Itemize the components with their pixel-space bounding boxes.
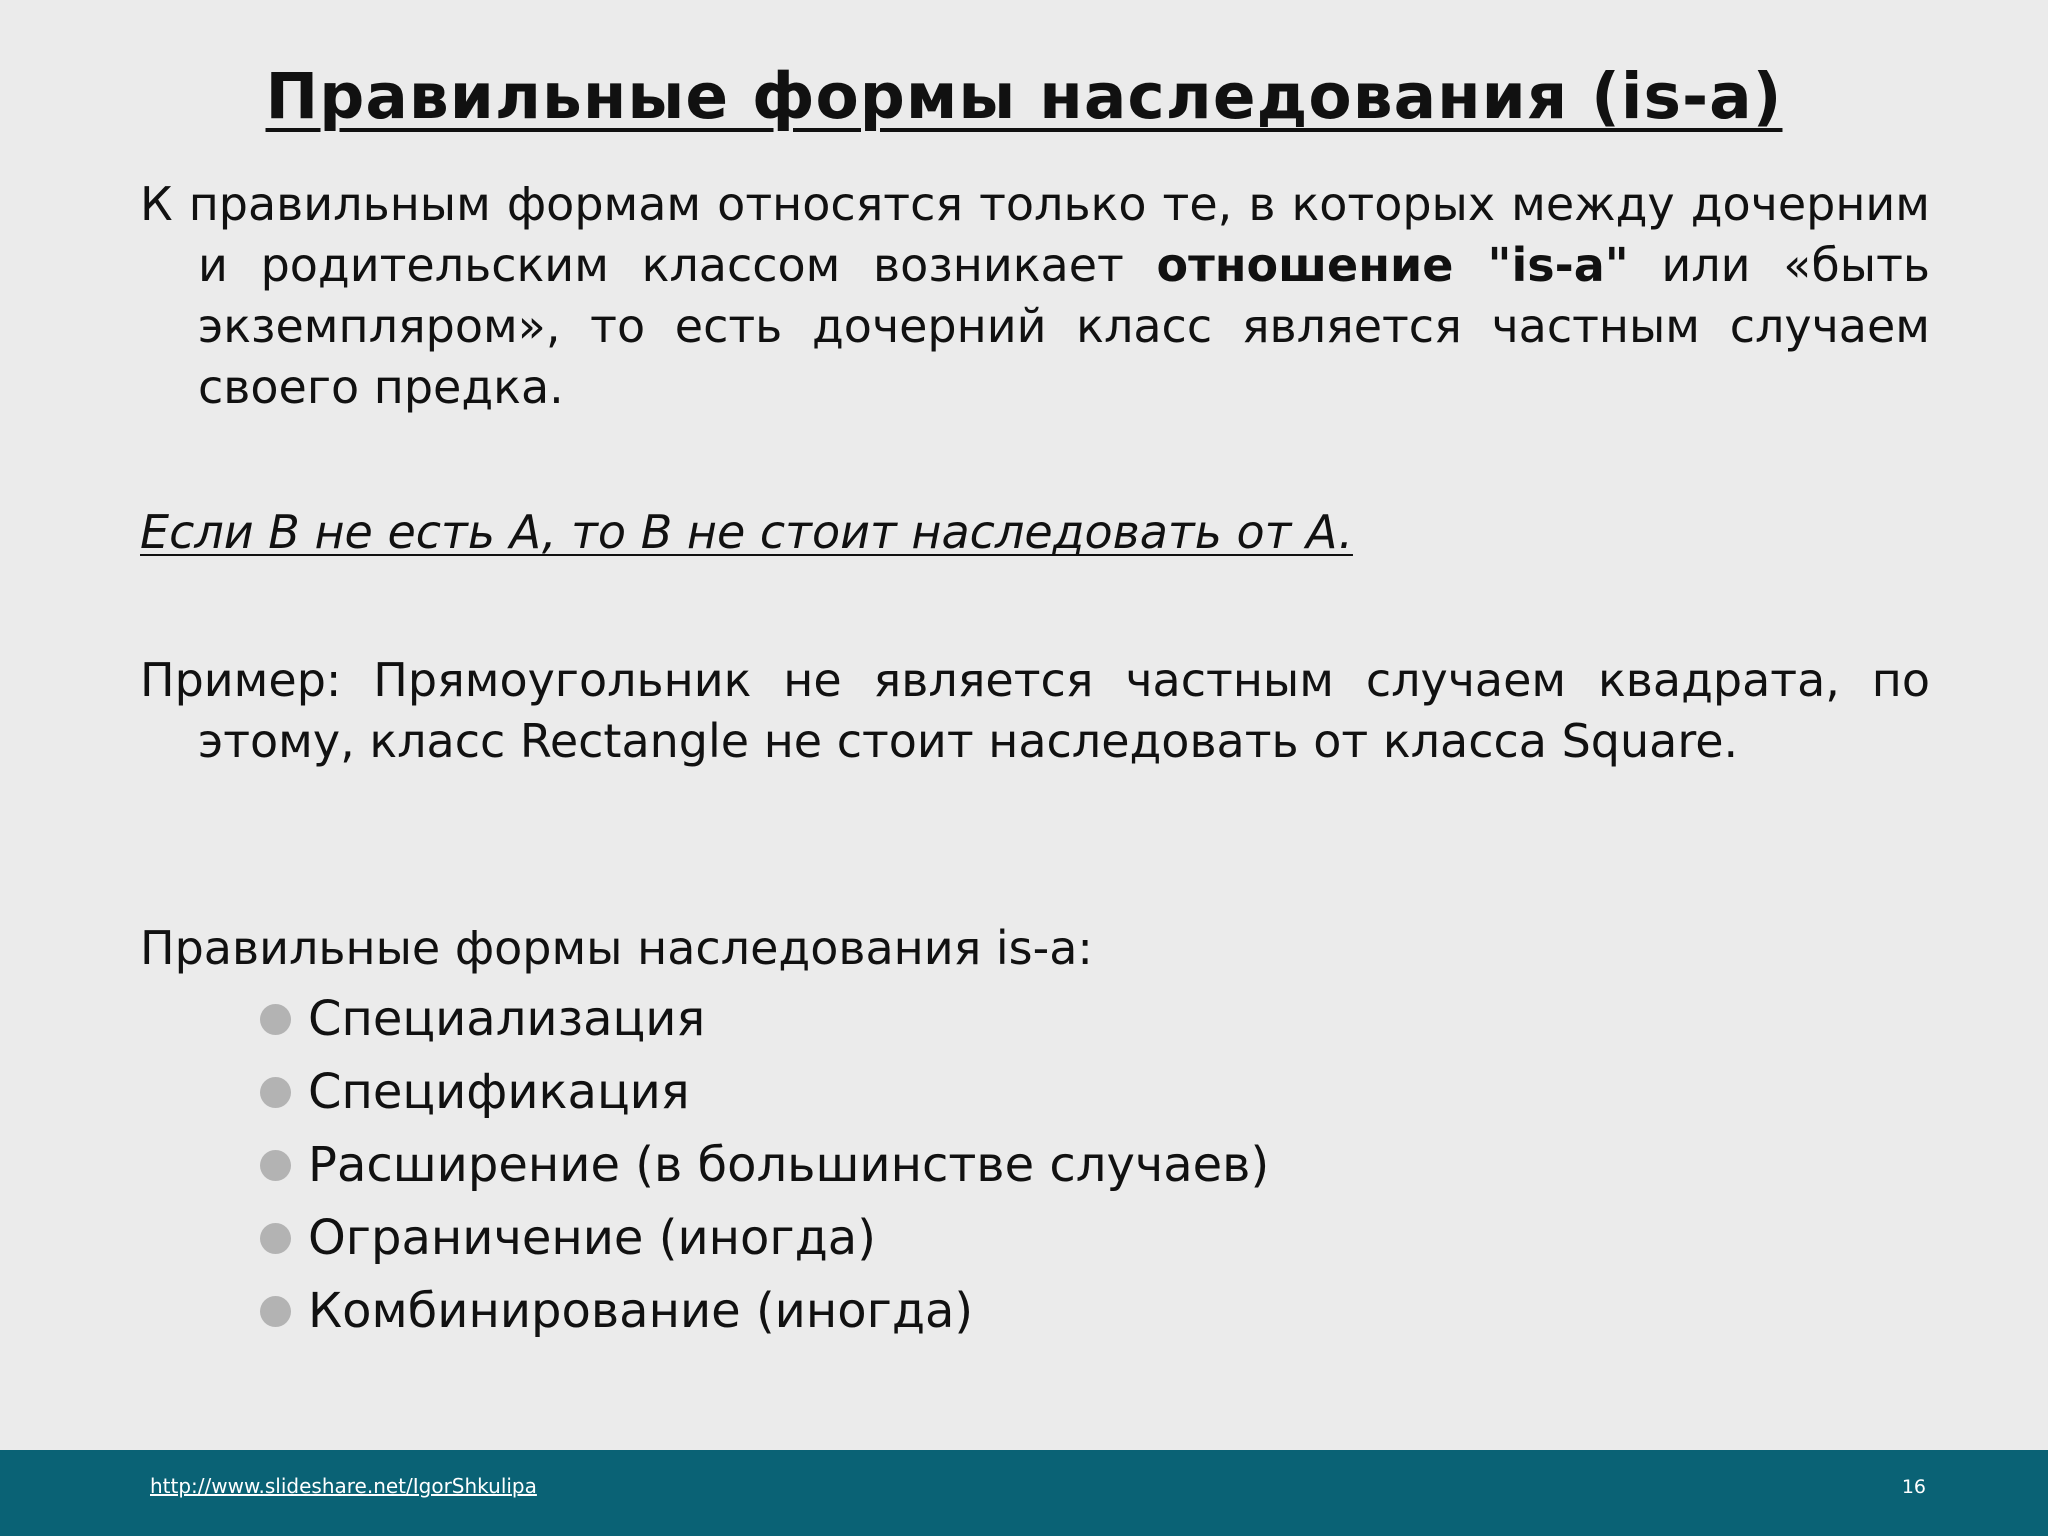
list-item-label: Специализация: [308, 991, 706, 1047]
list-item: [260, 983, 1269, 1056]
definition-paragraph: [140, 174, 1930, 418]
list-item: [260, 1129, 1269, 1202]
bullet-icon: [260, 1004, 291, 1035]
bullet-icon: [260, 1150, 291, 1181]
example-paragraph: Пример: Прямоугольник не является частным случаем квадрата, по этому, класс Rectangle не стоит наследовать от класса Square.: [140, 653, 1930, 768]
footer-bar: [0, 1450, 2048, 1536]
list-item-label: Расширение (в большинстве случаев): [308, 1137, 1270, 1193]
definition-bold-term: отношение "is-a": [1156, 238, 1629, 292]
rule-statement: Если B не есть A, то B не стоит наследовать от A.: [140, 505, 1353, 559]
definition-text-before: К правильным формам относятся только те, в которых между дочерним и родительским классом возникает: [140, 177, 1930, 292]
bullet-icon: [260, 1077, 291, 1108]
list-item: [260, 1275, 1269, 1348]
list-item: [260, 1202, 1269, 1275]
page-number: 16: [1901, 1476, 1926, 1498]
inheritance-forms-list: [260, 983, 1269, 1348]
definition-text-after: или «быть экземпляром», то есть дочерний класс является частным случаем своего предка.: [198, 238, 1930, 414]
slide-title: Правильные формы наследования (is-a): [265, 60, 1783, 133]
footer-source-link[interactable]: http://www.slideshare.net/IgorShkulipa: [150, 1474, 537, 1498]
bullet-icon: [260, 1296, 291, 1327]
bullet-icon: [260, 1223, 291, 1254]
list-heading: Правильные формы наследования is-a:: [140, 921, 1093, 975]
list-item-label: Комбинирование (иногда): [308, 1283, 974, 1339]
list-item: [260, 1056, 1269, 1129]
list-item-label: Ограничение (иногда): [308, 1210, 876, 1266]
list-item-label: Спецификация: [308, 1064, 690, 1120]
